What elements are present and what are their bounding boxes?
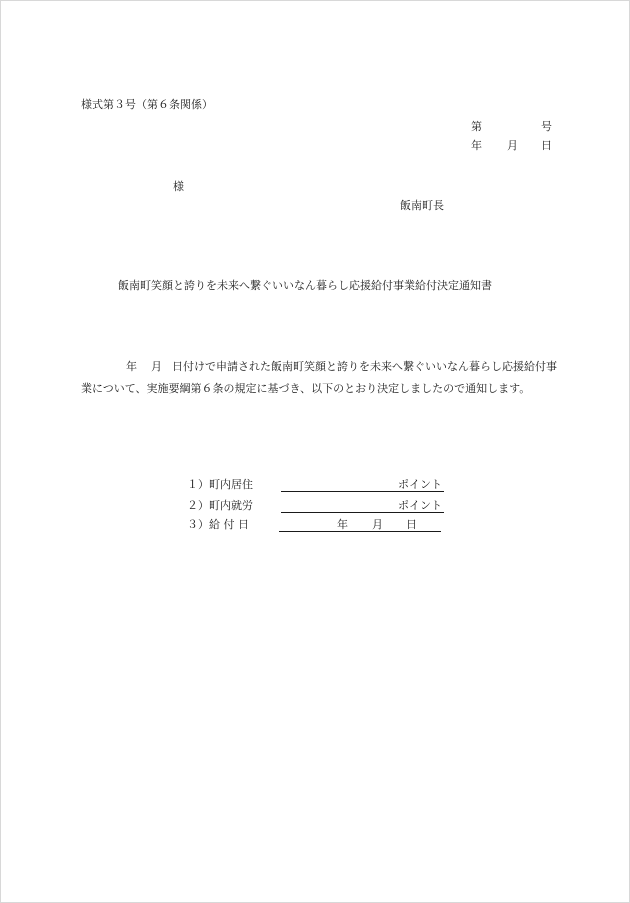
issuer: 飯南町長: [400, 199, 444, 212]
form-id: 様式第３号（第６条関係）: [81, 98, 213, 111]
document-title: 飯南町笑顔と誇りを未来へ繋ぐいいなん暮らし応援給付事業給付決定通知書: [118, 279, 492, 292]
item-payment-date-label: ３）給 付 日: [187, 518, 249, 531]
doc-number-suffix: 号: [541, 120, 552, 133]
item-employment-label: ２）町内就労: [187, 499, 253, 512]
date-day: 日: [541, 139, 552, 152]
body-year: 年: [126, 360, 137, 373]
item-residence-label: １）町内居住: [187, 478, 253, 491]
doc-number-prefix: 第: [471, 120, 482, 133]
date-month: 月: [507, 139, 518, 152]
item-payment-day: 日: [406, 518, 417, 531]
date-year: 年: [471, 139, 482, 152]
body-text: 日付けで申請された飯南町笑顔と誇りを未来へ繋ぐいいなん暮らし応援給付事業について、実施要綱第６条の規定に基づき、以下のとおり決定しましたので通知します。: [81, 360, 557, 395]
item-employment-unit: ポイント: [398, 499, 442, 512]
body-month: 月: [151, 360, 162, 373]
recipient-suffix: 様: [173, 180, 184, 193]
item-payment-month: 月: [372, 518, 383, 531]
item-payment-year: 年: [337, 518, 348, 531]
item-residence-unit: ポイント: [398, 478, 442, 491]
body-paragraph: [81, 356, 559, 400]
